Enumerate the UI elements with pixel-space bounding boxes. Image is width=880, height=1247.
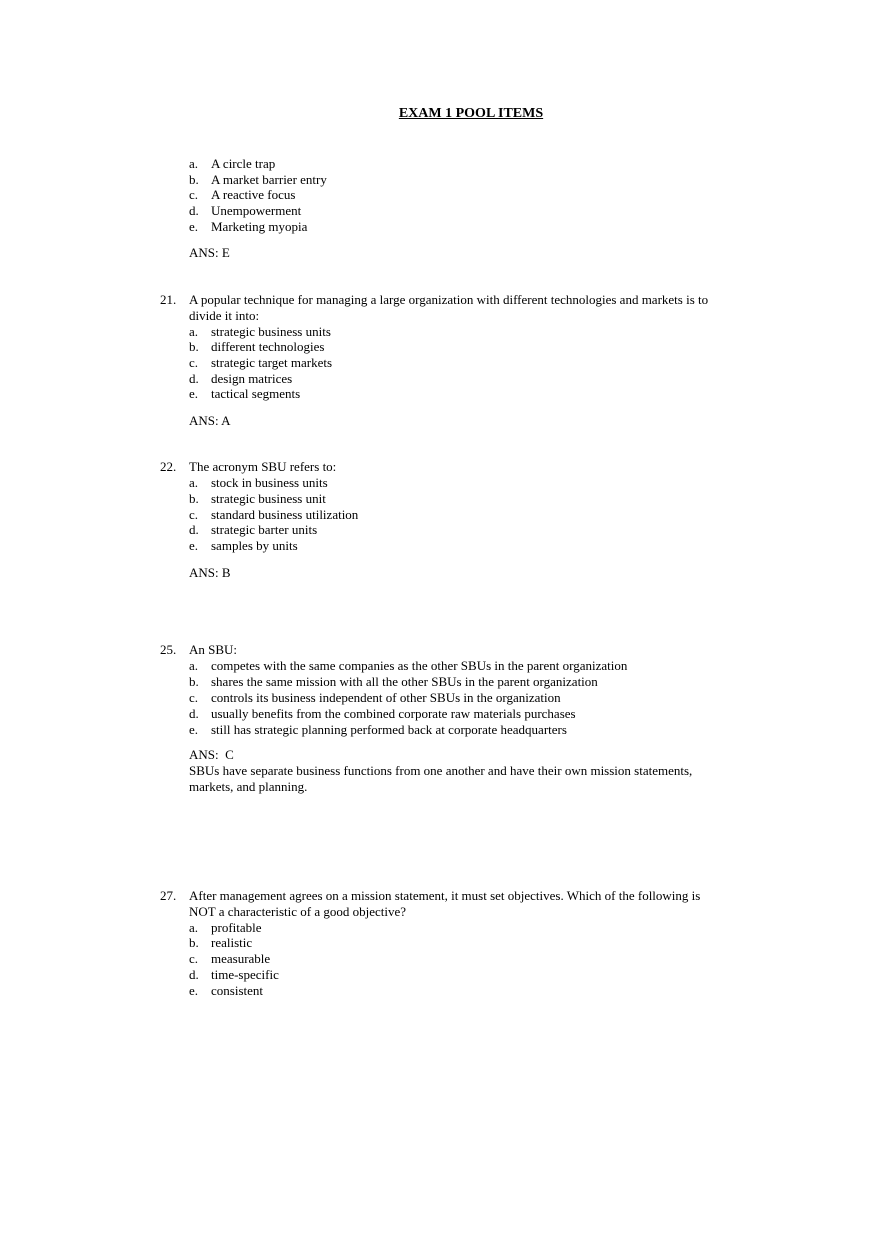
option-letter: b. (189, 172, 199, 187)
question-number: 21. (160, 292, 177, 307)
option-text: shares the same mission with all the other SBUs in the parent organization (211, 674, 598, 689)
option-letter: e. (189, 983, 199, 998)
option-letter: e. (189, 386, 199, 401)
option-letter: b. (189, 339, 199, 354)
option-letter: a. (189, 658, 199, 673)
option-text: design matrices (211, 371, 293, 386)
option-letter: e. (189, 538, 199, 553)
option-text: A market barrier entry (211, 172, 327, 187)
option-text: samples by units (211, 538, 298, 553)
option-text: standard business utilization (211, 507, 359, 522)
answer-key: ANS: B (189, 565, 231, 580)
option-letter: d. (189, 522, 199, 537)
option-text: Marketing myopia (211, 219, 308, 234)
option-text: tactical segments (211, 386, 301, 401)
option-text: time-specific (211, 967, 279, 982)
option-text: usually benefits from the combined corporate raw materials purchases (211, 706, 576, 721)
option-letter: b. (189, 935, 199, 950)
question-stem: A popular technique for managing a large organization with different technologies and markets is to (189, 292, 709, 307)
option-letter: a. (189, 920, 199, 935)
option-letter: d. (189, 967, 199, 982)
option-letter: e. (189, 219, 199, 234)
option-text: realistic (211, 935, 253, 950)
answer-explanation: SBUs have separate business functions from one another and have their own mission statements, (189, 763, 693, 778)
option-text: stock in business units (211, 475, 328, 490)
option-letter: e. (189, 722, 199, 737)
option-text: strategic business unit (211, 491, 326, 506)
question-stem: The acronym SBU refers to: (189, 459, 337, 474)
question-stem: NOT a characteristic of a good objective? (189, 904, 407, 919)
option-text: profitable (211, 920, 262, 935)
option-text: strategic barter units (211, 522, 318, 537)
option-letter: c. (189, 951, 199, 966)
option-letter: a. (189, 475, 199, 490)
option-letter: c. (189, 187, 199, 202)
option-text: A reactive focus (211, 187, 296, 202)
option-letter: a. (189, 156, 199, 171)
option-letter: b. (189, 674, 199, 689)
option-text: strategic business units (211, 324, 331, 339)
option-letter: c. (189, 690, 199, 705)
question-stem: divide it into: (189, 308, 260, 323)
option-text: consistent (211, 983, 263, 998)
question-number: 25. (160, 642, 177, 657)
option-text: different technologies (211, 339, 325, 354)
option-letter: d. (189, 371, 199, 386)
question-stem: An SBU: (189, 642, 238, 657)
option-text: measurable (211, 951, 271, 966)
answer-key: ANS: A (189, 413, 231, 428)
answer-key: ANS: E (189, 245, 230, 260)
option-text: Unempowerment (211, 203, 302, 218)
option-letter: d. (189, 706, 199, 721)
option-text: A circle trap (211, 156, 276, 171)
answer-key: ANS: C (189, 747, 234, 762)
option-letter: c. (189, 355, 199, 370)
question-number: 22. (160, 459, 177, 474)
option-letter: a. (189, 324, 199, 339)
option-letter: c. (189, 507, 199, 522)
answer-explanation: markets, and planning. (189, 779, 308, 794)
question-stem: After management agrees on a mission statement, it must set objectives. Which of the following is (189, 888, 701, 903)
option-letter: b. (189, 491, 199, 506)
option-letter: d. (189, 203, 199, 218)
option-text: still has strategic planning performed back at corporate headquarters (211, 722, 567, 737)
page-title: EXAM 1 POOL ITEMS (398, 106, 544, 121)
option-text: competes with the same companies as the other SBUs in the parent organization (211, 658, 628, 673)
option-text: strategic target markets (211, 355, 333, 370)
option-text: controls its business independent of other SBUs in the organization (211, 690, 561, 705)
question-number: 27. (160, 888, 177, 903)
